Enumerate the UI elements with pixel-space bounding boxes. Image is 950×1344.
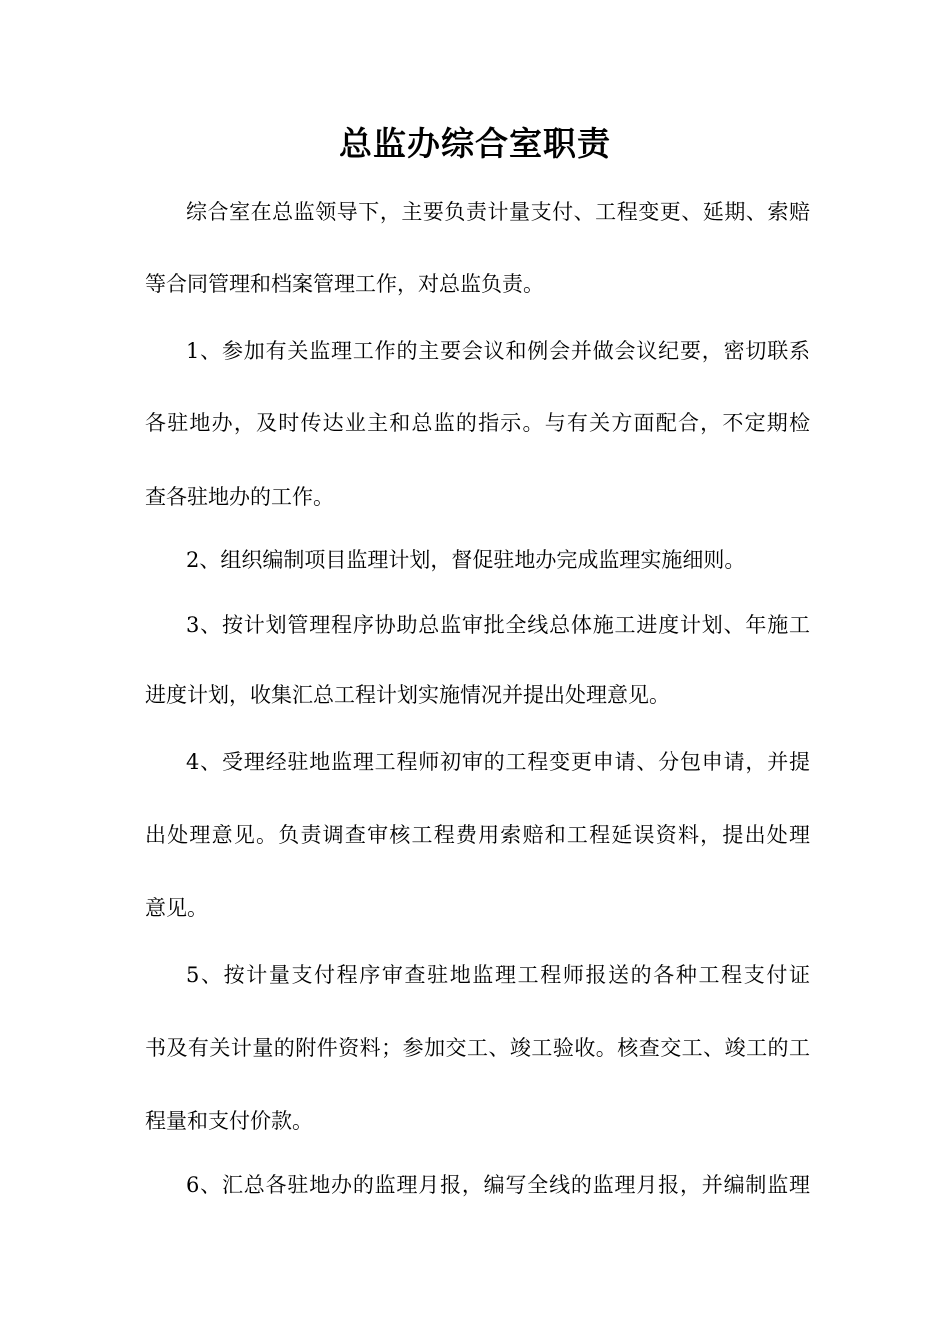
- paragraph-line: 1、参加有关监理工作的主要会议和例会并做会议纪要，密切联系: [186, 339, 810, 363]
- paragraph-line: 出处理意见。负责调查审核工程费用索赔和工程延误资料，提出处理: [145, 823, 810, 847]
- paragraph-line: 书及有关计量的附件资料；参加交工、竣工验收。核查交工、竣工的工: [145, 1036, 810, 1060]
- paragraph-line: 程量和支付价款。: [145, 1109, 313, 1133]
- paragraph-line: 3、按计划管理程序协助总监审批全线总体施工进度计划、年施工: [186, 613, 810, 637]
- paragraph-line: 意见。: [145, 896, 208, 920]
- paragraph-line: 4、受理经驻地监理工程师初审的工程变更申请、分包申请，并提: [186, 750, 810, 774]
- paragraph-line: 查各驻地办的工作。: [145, 485, 334, 509]
- paragraph-line: 进度计划，收集汇总工程计划实施情况并提出处理意见。: [145, 683, 670, 707]
- paragraph-line: 等合同管理和档案管理工作，对总监负责。: [145, 272, 544, 296]
- paragraph-line: 综合室在总监领导下，主要负责计量支付、工程变更、延期、索赔: [186, 200, 810, 224]
- paragraph-line: 6、汇总各驻地办的监理月报，编写全线的监理月报，并编制监理: [186, 1173, 810, 1197]
- paragraph-line: 5、按计量支付程序审查驻地监理工程师报送的各种工程支付证: [186, 963, 810, 987]
- paragraph-line: 2、组织编制项目监理计划，督促驻地办完成监理实施细则。: [186, 548, 746, 572]
- paragraph-line: 各驻地办，及时传达业主和总监的指示。与有关方面配合，不定期检: [145, 411, 810, 435]
- page-title: 总监办综合室职责: [339, 124, 611, 163]
